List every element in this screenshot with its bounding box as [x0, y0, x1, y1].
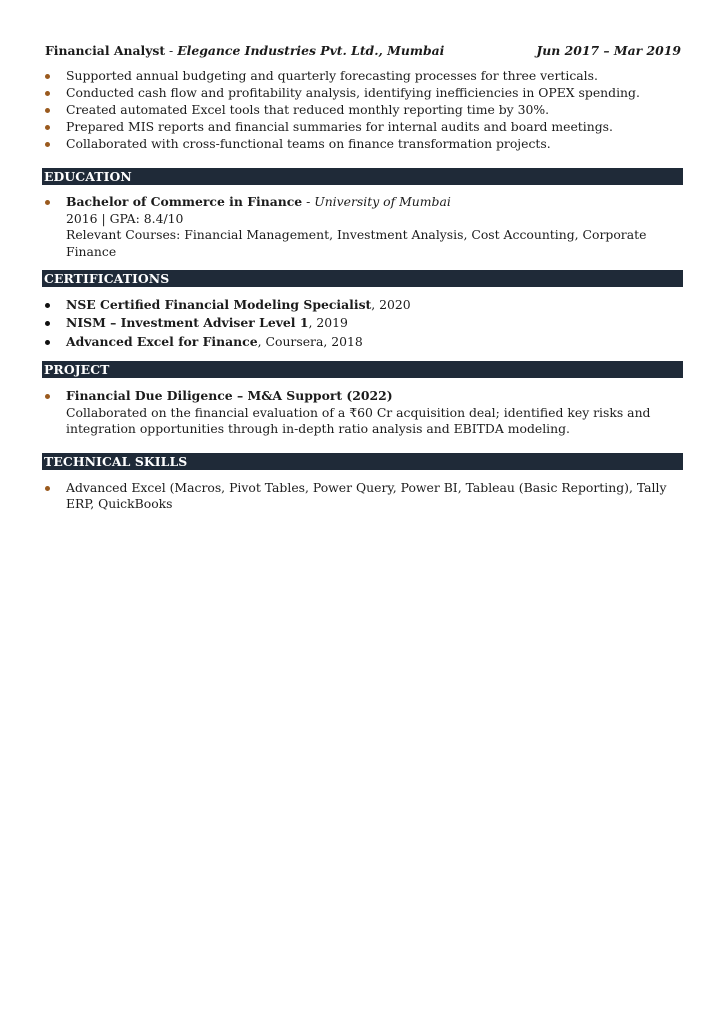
job-dates: Jun 2017 – Mar 2019: [536, 43, 681, 58]
bullet-icon: [45, 200, 50, 205]
certifications-list: [42, 297, 683, 350]
bullet-icon: [45, 108, 50, 113]
list-item: Supported annual budgeting and quarterly forecasting processes for three verticals.: [42, 68, 683, 84]
list-item: NISM – Investment Adviser Level 1, 2019: [42, 315, 683, 331]
list-item: Conducted cash flow and profitability analysis, identifying inefficiencies in OPEX spending.: [42, 85, 683, 101]
bullet-icon: [45, 340, 50, 345]
section-heading-education: EDUCATION: [42, 168, 683, 185]
project-description: Collaborated on the financial evaluation of a ₹60 Cr acquisition deal; identified key risks and integration opportunities through in-depth ratio analysis and EBITDA modeling.: [66, 404, 651, 437]
certification-name: NSE Certified Financial Modeling Specialist: [66, 297, 372, 313]
job-header: [42, 43, 683, 59]
bullet-icon: [45, 125, 50, 130]
list-item: [42, 480, 683, 513]
bullet-icon: [45, 303, 50, 308]
list-item: [42, 194, 683, 260]
bullet-icon: [45, 91, 50, 96]
education-university: University of Mumbai: [314, 194, 451, 210]
bullet-icon: [45, 486, 50, 491]
job-bullet-list: [42, 68, 683, 152]
job-title-line: [45, 43, 444, 59]
bullet-icon: [45, 321, 50, 326]
job-company: Elegance Industries Pvt. Ltd., Mumbai: [177, 43, 445, 58]
education-details: 2016 | GPA: 8.4/10: [66, 210, 184, 226]
certification-name: NISM – Investment Adviser Level 1: [66, 315, 309, 331]
bullet-icon: [45, 142, 50, 147]
certification-name: Advanced Excel for Finance: [66, 333, 258, 349]
bullet-icon: [45, 394, 50, 399]
education-courses: Relevant Courses: Financial Management, Investment Analysis, Cost Accounting, Corporate Finance: [66, 227, 647, 259]
resume-content: [42, 43, 683, 512]
project-title: Financial Due Diligence – M&A Support (2022): [66, 388, 393, 404]
education-degree-line: Bachelor of Commerce in Finance - University of Mumbai: [66, 194, 451, 210]
list-item: Prepared MIS reports and financial summaries for internal audits and board meetings.: [42, 119, 683, 135]
list-item: NSE Certified Financial Modeling Specialist, 2020: [42, 297, 683, 313]
education-list: [42, 194, 683, 260]
list-item: Collaborated with cross-functional teams on finance transformation projects.: [42, 136, 683, 152]
job-separator: -: [165, 43, 178, 58]
job-role: Financial Analyst: [45, 43, 166, 58]
skills-list: [42, 480, 683, 513]
section-heading-technical-skills: TECHNICAL SKILLS: [42, 453, 683, 470]
project-list: [42, 388, 683, 437]
bullet-icon: [45, 74, 50, 79]
section-heading-certifications: CERTIFICATIONS: [42, 270, 683, 287]
section-heading-project: PROJECT: [42, 361, 683, 378]
list-item: Created automated Excel tools that reduced monthly reporting time by 30%.: [42, 102, 683, 118]
skills-text: Advanced Excel (Macros, Pivot Tables, Power Query, Power BI, Tableau (Basic Reporting), Tally ERP, QuickBooks: [66, 479, 667, 511]
education-degree: Bachelor of Commerce in Finance: [66, 194, 303, 210]
list-item: Advanced Excel for Finance, Coursera, 2018: [42, 334, 683, 350]
list-item: [42, 388, 683, 437]
